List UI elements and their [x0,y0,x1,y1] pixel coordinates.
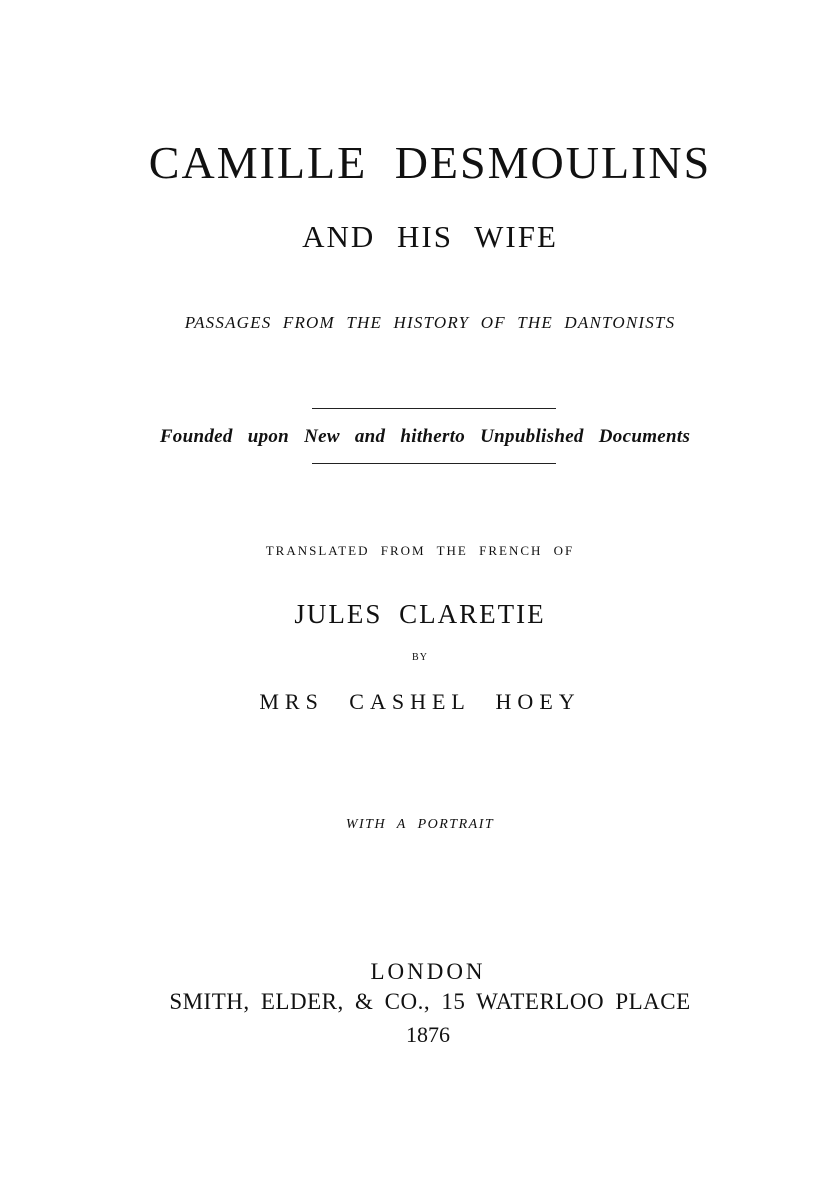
author-name: JULES CLARETIE [294,599,546,629]
translated-from-line: TRANSLATED FROM THE FRENCH OF [265,543,575,558]
publication-year: 1876 [406,1022,450,1047]
publisher-line: SMITH, ELDER, & CO., 15 WATERLOO PLACE [169,989,691,1014]
passages-line: PASSAGES FROM THE HISTORY OF THE DANTONISTS [184,313,676,332]
book-subtitle: AND HIS WIFE [302,219,558,254]
book-title: CAMILLE DESMOULINS [148,137,712,188]
top-rule [312,408,556,409]
publication-city: LONDON [370,959,486,984]
bottom-rule [312,463,556,464]
translator-name: MRS CASHEL HOEY [259,689,581,714]
by-label: BY [412,652,428,663]
founded-line: Founded upon New and hitherto Unpublished Documents [159,426,691,447]
portrait-note: WITH A PORTRAIT [345,817,495,832]
